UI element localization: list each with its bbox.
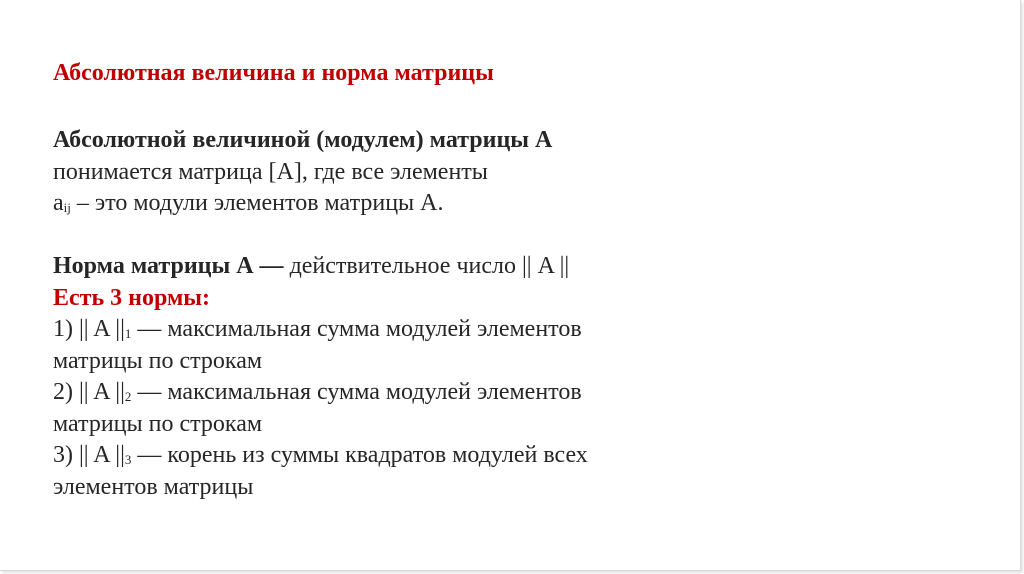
- norm-item-1-text: — максимальная сумма модулей элементов: [131, 316, 582, 342]
- norm-item-3: [53, 440, 773, 472]
- norm-item-2: [53, 377, 773, 409]
- norm-item-3-text: — корень из суммы квадратов модулей всех: [131, 442, 588, 468]
- norm-item-1: [53, 314, 773, 346]
- slide-body: [53, 125, 773, 503]
- norm-item-1-prefix: 1) || A ||: [53, 316, 125, 342]
- element-subscript: ij: [63, 200, 71, 215]
- norm-item-3-continuation: элементов матрицы: [53, 473, 254, 500]
- definition-line-3: [53, 188, 773, 220]
- norm-text: действительное число || A ||: [283, 253, 570, 279]
- spacer: [53, 220, 773, 252]
- norm-definition: [53, 251, 773, 283]
- definition-lead: Абсолютной величиной (модулем) матрицы А: [53, 127, 553, 153]
- definition-line-3-text: – это модули элементов матрицы А.: [70, 190, 444, 216]
- norm-item-2-continuation: матрицы по строкам: [53, 410, 263, 437]
- norm-item-3-subscript: 3: [124, 452, 132, 467]
- norm-item-1-continuation: матрицы по строкам: [53, 347, 263, 374]
- norm-item-3-prefix: 3) || A ||: [53, 442, 125, 468]
- norm-item-2-prefix: 2) || A ||: [53, 379, 125, 405]
- norm-item-2-text: — максимальная сумма модулей элементов: [131, 379, 582, 405]
- norms-heading: Есть 3 нормы:: [53, 284, 211, 311]
- norm-item-2-subscript: 2: [124, 389, 132, 404]
- slide-title: Абсолютная величина и норма матрицы: [53, 60, 494, 86]
- norm-lead: Норма матрицы А —: [53, 253, 284, 279]
- element-symbol: a: [53, 190, 64, 216]
- definition-line-2: понимается матрица [A], где все элементы: [53, 158, 488, 185]
- norm-item-1-subscript: 1: [124, 326, 132, 341]
